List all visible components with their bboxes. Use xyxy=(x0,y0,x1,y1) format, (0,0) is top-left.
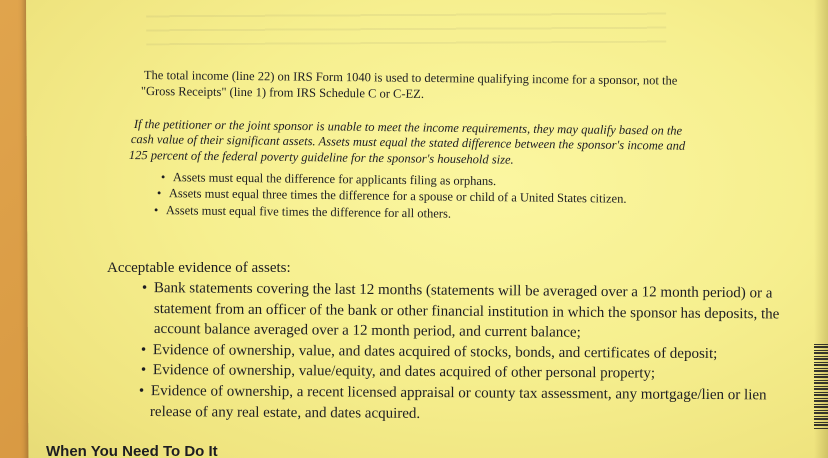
evidence-bullet-stocks-text: Evidence of ownership, value, and dates acquired of stocks, bonds, and certificates of deposit; xyxy=(152,342,718,363)
bullet-icon: • xyxy=(140,362,147,379)
asset-bullet-orphans-text: Assets must equal the difference for applicants filing as orphans. xyxy=(172,170,497,189)
evidence-bullet-bank-line-3: account balance averaged over a 12 month period, and current balance; xyxy=(153,321,581,341)
evidence-bullet-bank-line-2: statement from an officer of the bank or other financial institution in which the sponsor has deposits, the xyxy=(153,301,780,323)
income-paragraph-line-2: "Gross Receipts" (line 1) from IRS Schedule C or C-EZ. xyxy=(140,84,425,101)
asset-bullet-others-text: Assets must equal five times the difference for all others. xyxy=(165,203,452,221)
bullet-icon: • xyxy=(153,203,159,218)
evidence-bullet-real-estate xyxy=(139,383,767,404)
evidence-bullet-bank-statements xyxy=(142,280,773,303)
barcode-strip xyxy=(814,343,828,429)
bullet-icon: • xyxy=(141,280,148,297)
income-paragraph-line-1: The total income (line 22) on IRS Form 1040 is used to determine qualifying income for a sponsor, not the xyxy=(143,68,678,88)
evidence-bullet-personal-property-text: Evidence of ownership, value/equity, and dates acquired of other personal property; xyxy=(152,362,656,382)
bullet-icon: • xyxy=(156,186,162,201)
evidence-bullet-real-estate-line-2: release of any real estate, and dates acquired. xyxy=(149,404,421,422)
evidence-bullet-stocks xyxy=(141,342,718,363)
evidence-heading: Acceptable evidence of assets: xyxy=(107,260,291,276)
bullet-icon: • xyxy=(160,170,166,185)
bullet-icon: • xyxy=(138,383,145,400)
evidence-bullet-bank-line-1: Bank statements covering the last 12 months (statements will be averaged over a 12 month period) or a xyxy=(153,280,773,302)
asset-bullet-others xyxy=(154,203,451,222)
next-section-heading: When You Need To Do It xyxy=(46,443,218,458)
assets-paragraph-line-2: cash value of their significant assets. Assets must equal the stated difference between the sponsor's income and xyxy=(130,132,686,153)
evidence-bullet-real-estate-line-1: Evidence of ownership, a recent licensed appraisal or county tax assessment, any mortgage/lien or lien xyxy=(150,383,767,404)
assets-paragraph-line-3: 125 percent of the federal poverty guideline for the sponsor's household size. xyxy=(128,148,514,167)
assets-paragraph-line-1: If the petitioner or the joint sponsor is unable to meet the income requirements, they may qualify based on the xyxy=(133,117,683,138)
asset-bullet-spouse-child-text: Assets must equal three times the difference for a spouse or child of a United States citizen. xyxy=(168,186,627,206)
evidence-bullet-personal-property xyxy=(141,362,655,383)
bullet-icon: • xyxy=(140,342,147,359)
